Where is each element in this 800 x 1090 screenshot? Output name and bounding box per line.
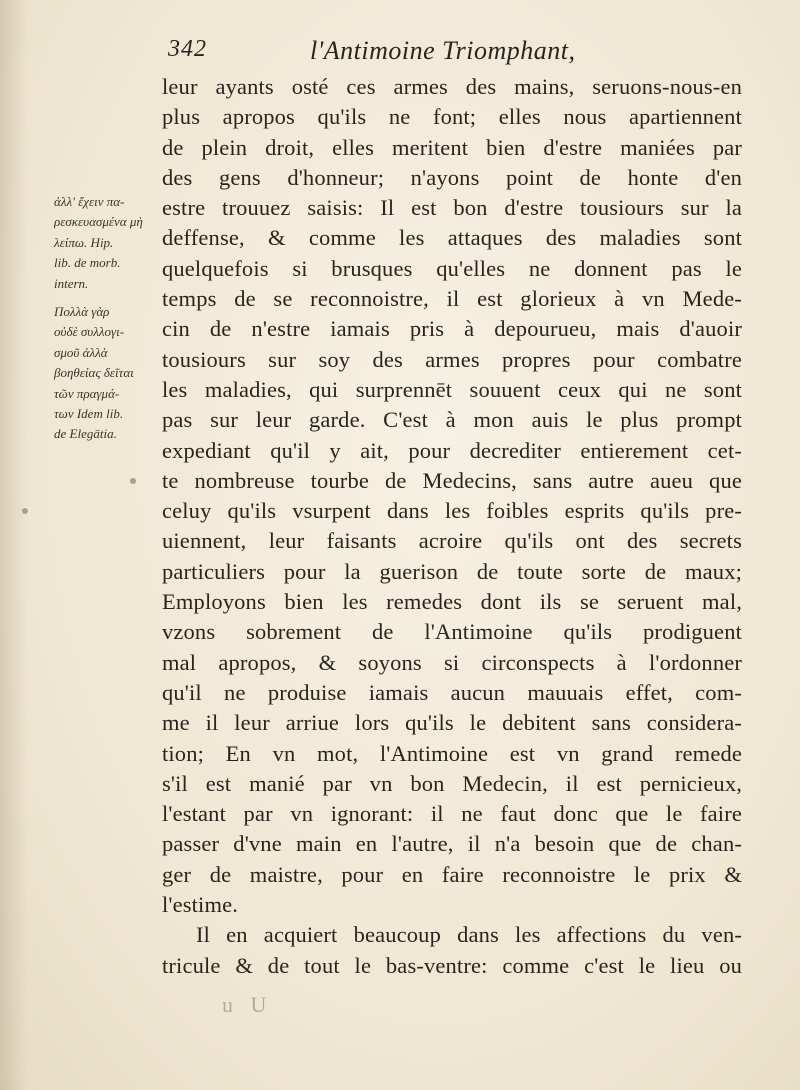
running-title: l'Antimoine Triomphant, <box>310 36 576 65</box>
body-text <box>162 72 742 981</box>
ink-spot <box>130 478 136 484</box>
margin-note-hippocrates <box>54 192 154 294</box>
text-line: temps de se reconnoistre, il est glorieux à vn Mede- <box>162 286 742 312</box>
note-line: τῶν πραγμά- <box>54 385 120 401</box>
text-line: deffense, & comme les attaques des maladies sont <box>162 225 742 251</box>
text-line: des gens d'honneur; n'ayons point de honte d'en <box>162 164 742 190</box>
gutter-shadow <box>0 0 28 1090</box>
note-line: intern. <box>54 275 89 291</box>
text-line: les maladies, qui surprennēt souuent ceux qui ne sont <box>162 376 742 402</box>
text-line: cin de n'estre iamais pris à depourueu, mais d'auoir <box>162 316 742 342</box>
text-line: estre trouuez saisis: Il est bon d'estre tousiours sur la <box>162 195 742 221</box>
bleed-through-mark: u U <box>222 992 273 1017</box>
text-line: uiennent, leur faisants acroire qu'ils ont des secrets <box>162 528 742 554</box>
note-line: λείπω. Hip. <box>54 234 114 250</box>
text-line: qu'il ne produise iamais aucun mauuais effet, com- <box>162 679 742 705</box>
note-line: βοηθείας δεῖται <box>54 365 134 381</box>
note-line: οὐδὲ συλλογι- <box>54 324 125 340</box>
note-line: σμοῦ ἀλλὰ <box>54 344 108 360</box>
note-line: ρεσκευασμένα μὴ <box>54 214 143 230</box>
text-line: expediant qu'il y ait, pour decrediter entierement cet- <box>162 437 742 463</box>
text-line: Employons bien les remedes dont ils se seruent mal, <box>162 589 742 615</box>
text-line: l'estant par vn ignorant: il ne faut donc que le faire <box>162 801 742 827</box>
text-line: particuliers pour la guerison de toute sorte de maux; <box>162 558 742 584</box>
text-line: me il leur arriue lors qu'ils le debitent sans considera- <box>162 710 742 736</box>
text-line: ger de maistre, pour en faire reconnoistre le prix & <box>162 861 742 887</box>
note-line: ἀλλ' ἔχειν πα- <box>54 194 125 209</box>
ink-spot <box>22 508 28 514</box>
page-number: 342 <box>168 36 207 62</box>
text-line: mal apropos, & soyons si circonspects à l'ordonner <box>162 649 742 675</box>
page-header <box>160 36 720 68</box>
note-line: lib. de morb. <box>54 255 121 271</box>
note-line: των Idem lib. <box>54 405 124 421</box>
text-line: leur ayants osté ces armes des mains, seruons-nous-en <box>162 74 742 99</box>
text-line: plus apropos qu'ils ne font; elles nous apartiennent <box>162 104 742 130</box>
text-line: de plein droit, elles meritent bien d'estre maniées par <box>162 134 742 160</box>
margin-notes <box>54 192 154 445</box>
text-line: tricule & de tout le bas-ventre: comme c'est le lieu ou <box>162 952 742 978</box>
note-line: de Elegātia. <box>54 426 117 442</box>
text-line: tion; En vn mot, l'Antimoine est vn grand remede <box>162 740 742 766</box>
text-line: vzons sobrement de l'Antimoine qu'ils prodiguent <box>162 619 742 645</box>
text-line: l'estime. <box>162 892 239 918</box>
text-line: te nombreuse tourbe de Medecins, sans autre aueu que <box>162 467 742 493</box>
margin-note-elegantia <box>54 302 154 445</box>
text-line: s'il est manié par vn bon Medecin, il est pernicieux, <box>162 770 742 796</box>
text-line: tousiours sur soy des armes propres pour combatre <box>162 346 742 372</box>
text-line: Il en acquiert beaucoup dans les affections du ven- <box>196 922 742 948</box>
text-line: quelquefois si brusques qu'elles ne donnent pas le <box>162 255 742 281</box>
note-line: Πολλὰ γὰρ <box>54 303 110 319</box>
text-line: celuy qu'ils vsurpent dans les foibles esprits qu'ils pre- <box>162 498 742 524</box>
text-line: pas sur leur garde. C'est à mon auis le plus prompt <box>162 407 742 433</box>
text-line: passer d'vne main en l'autre, il n'a besoin que de chan- <box>162 831 742 857</box>
